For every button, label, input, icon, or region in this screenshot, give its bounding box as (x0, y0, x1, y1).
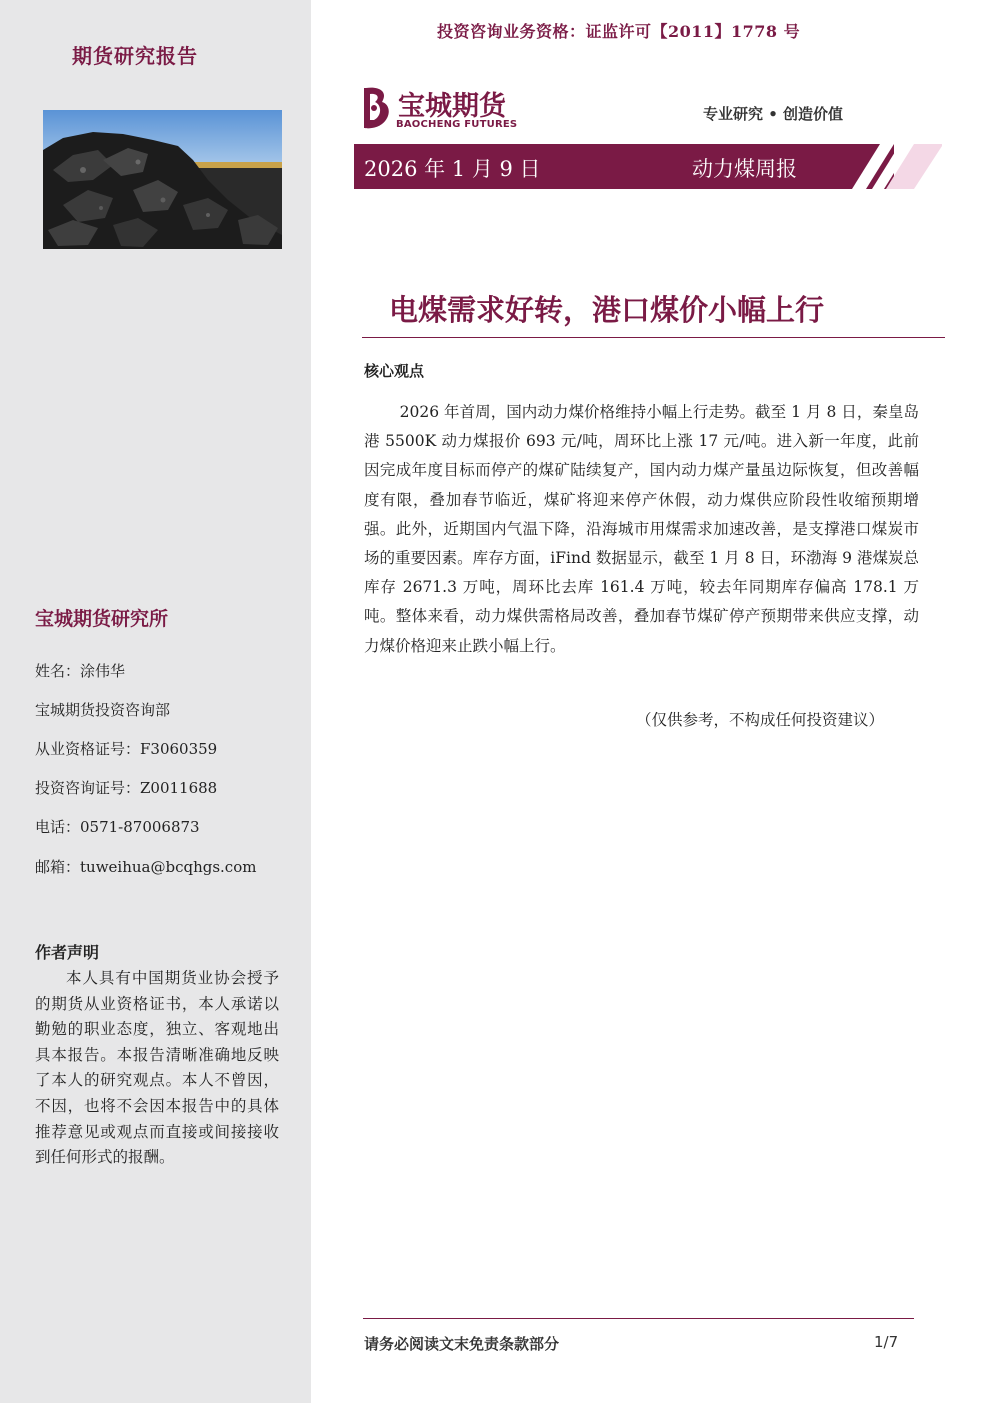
institute-name: 宝城期货研究所 (35, 608, 169, 630)
logo-english-name: BAOCHENG FUTURES (396, 119, 518, 130)
footer-divider (363, 1318, 914, 1319)
banner-stripes-icon (850, 144, 942, 189)
slogan: 专业研究 • 创造价值 (703, 105, 844, 123)
phone-number: 电话：0571-87006873 (35, 818, 200, 836)
company-logo (360, 84, 530, 132)
headline-divider (362, 337, 945, 338)
core-view-title: 核心观点 (364, 362, 425, 380)
author-name: 姓名：涂伟华 (35, 662, 126, 680)
core-view-body: 2026 年首周，国内动力煤价格维持小幅上行走势。截至 1 月 8 日，秦皇岛港 5500K 动力煤报价 693 元/吨，周环比上涨 17 元/吨。进入新一年度，此前因完成年度目标而停产的煤矿陆续复产，国内动力煤产量虽边际恢复，但改善幅度有限，叠加春节临近，煤矿将迎来停产休假，动力煤供应阶段性收缩预期增强。此外，近期国内气温下降，沿海城市用煤需求加速改善，是支撑港口煤炭市场的重要因素。库存方面，iFind 数据显示，截至 1 月 8 日，环渤海 9 港煤炭总库存 2671.3 万吨，周环比去库 161.4 万吨，较去年同期库存偏高 178.1 万吨。整体来看，动力煤供需格局改善，叠加春节煤矿停产预期带来供应支撑，动力煤价格迎来止跌小幅上行。 (364, 403, 919, 655)
declaration-title: 作者声明 (35, 943, 100, 962)
investment-disclaimer: （仅供参考，不构成任何投资建议） (636, 711, 885, 729)
page-number: 1/7 (874, 1333, 899, 1351)
footer-notice: 请务必阅读文末免责条款部分 (364, 1335, 560, 1353)
coal-photo (43, 110, 282, 249)
logo-chinese-name: 宝城期货 (398, 91, 506, 122)
sidebar (0, 0, 311, 1403)
logo-mark-icon (360, 84, 394, 132)
author-department: 宝城期货投资咨询部 (35, 701, 171, 719)
qualification-number: 从业资格证号：F3060359 (35, 740, 218, 758)
license-line: 投资咨询业务资格：证监许可【2011】1778 号 (437, 22, 801, 41)
email-address: 邮箱：tuweihua@bcqhgs.com (35, 858, 257, 876)
advisory-number: 投资咨询证号：Z0011688 (35, 779, 218, 797)
declaration-body: 本人具有中国期货业协会授予的期货从业资格证书，本人承诺以勤勉的职业态度，独立、客观地出具本报告。本报告清晰准确地反映了本人的研究观点。本人不曾因，不因，也将不会因本报告中的具体推荐意见或观点而直接或间接接收到任何形式的报酬。 (35, 969, 279, 1167)
report-date: 2026 年 1 月 9 日 (364, 157, 541, 181)
report-headline: 电煤需求好转，港口煤价小幅上行 (389, 293, 825, 327)
report-category: 期货研究报告 (72, 44, 198, 68)
report-type: 动力煤周报 (692, 157, 797, 181)
